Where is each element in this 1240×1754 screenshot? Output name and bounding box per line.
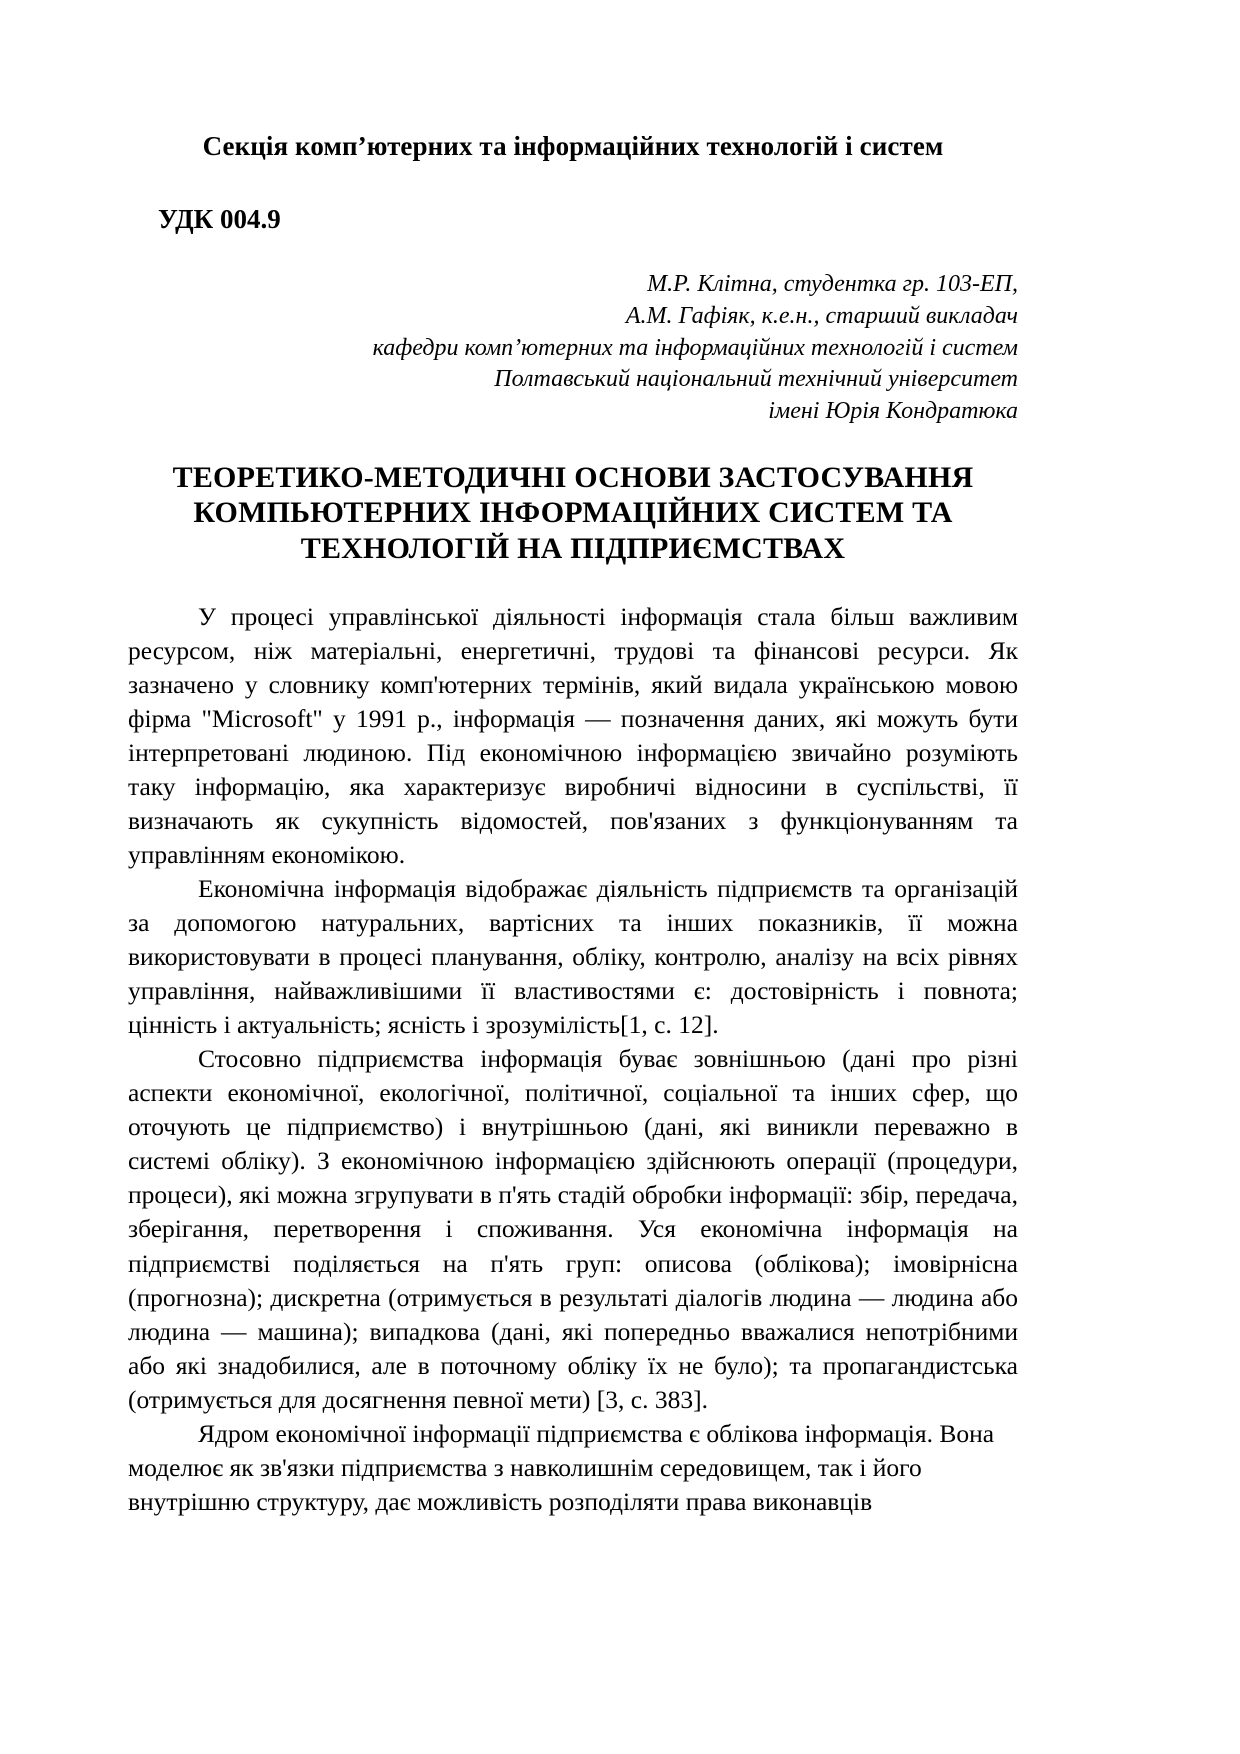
title-line-3: ТЕХНОЛОГІЙ НА ПІДПРИЄМСТВАХ xyxy=(300,531,846,565)
author-affiliation-block xyxy=(128,269,1018,427)
section-header: Секція комп’ютерних та інформаційних технологій і систем xyxy=(202,131,944,161)
body-text xyxy=(128,600,1018,1519)
paragraph: Економічна інформація відображає діяльність підприємств та організацій за допомогою натуральних, вартісних та інших показників, її можна використовувати в процесі планування, обліку, контролю, аналізу на всіх рівнях управління, найважливішими її властивостями є: достовірність і повнота; цінність і актуальність; ясність і зрозумілість[1, с. 12]. xyxy=(128,874,1018,1040)
paragraph: У процесі управлінської діяльності інформація стала більш важливим ресурсом, ніж матеріальні, енергетичні, трудові та фінансові ресурси. Як зазначено у словнику комп'ютерних термінів, який видала українською мовою фірма "Microsoft" у 1991 р., інформація — позначення даних, які можуть бути інтерпретовані людиною. Під економічною інформацією звичайно розуміють таку інформацію, яка характеризує виробничі відносини в суспільстві, її визначають як сукупність відомостей, пов'язаних з функціонуванням та управлінням економікою. xyxy=(128,601,1018,870)
paragraph: Стосовно підприємства інформація буває зовнішньою (дані про різні аспекти економічної, екологічної, політичної, соціальної та інших сфер, що оточують це підприємство) і внутрішньою (дані, які виникли переважно в системі обліку). З економічною інформацією здійснюють операції (процедури, процеси), які можна згрупувати в п'ять стадій обробки інформації: збір, передача, зберігання, перетворення і споживання. Уся економічна інформація на підприємстві поділяється на п'ять груп: описова (облікова); імовірнісна (прогнозна); дискретна (отримується в результаті діалогів людина — людина або людина — машина); випадкова (дані, які попередньо вважалися непотрібними або які знадобилися, але в поточному обліку їх не було); та пропагандистська (отримується для досягнення певної мети) [3, с. 383]. xyxy=(128,1044,1018,1414)
paragraph: Ядром економічної інформації підприємства є облікова інформація. Вона моделює як зв'язки підприємства з навколишнім середовищем, так і його внутрішню структуру, дає можливість розподіляти права виконавців xyxy=(128,1418,995,1516)
affiliation-line-2: Полтавський національний технічний університет xyxy=(494,366,1018,393)
author-line-1: М.Р. Клітна, студентка гр. 103-ЕП, xyxy=(647,271,1018,298)
affiliation-line-1: кафедри комп’ютерних та інформаційних технологій і систем xyxy=(372,334,1018,361)
title-line-1: ТЕОРЕТИКО-МЕТОДИЧНІ ОСНОВИ ЗАСТОСУВАННЯ xyxy=(172,460,974,494)
udk-code: УДК 004.9 xyxy=(158,204,281,235)
page-title xyxy=(128,460,1018,566)
affiliation-line-3: імені Юрія Кондратюка xyxy=(768,398,1018,425)
title-line-2: КОМПЬЮТЕРНИХ ІНФОРМАЦІЙНИХ СИСТЕМ ТА xyxy=(193,496,953,530)
author-line-2: А.М. Гафіяк, к.е.н., старший викладач xyxy=(625,303,1018,330)
page-content xyxy=(128,0,1018,1519)
